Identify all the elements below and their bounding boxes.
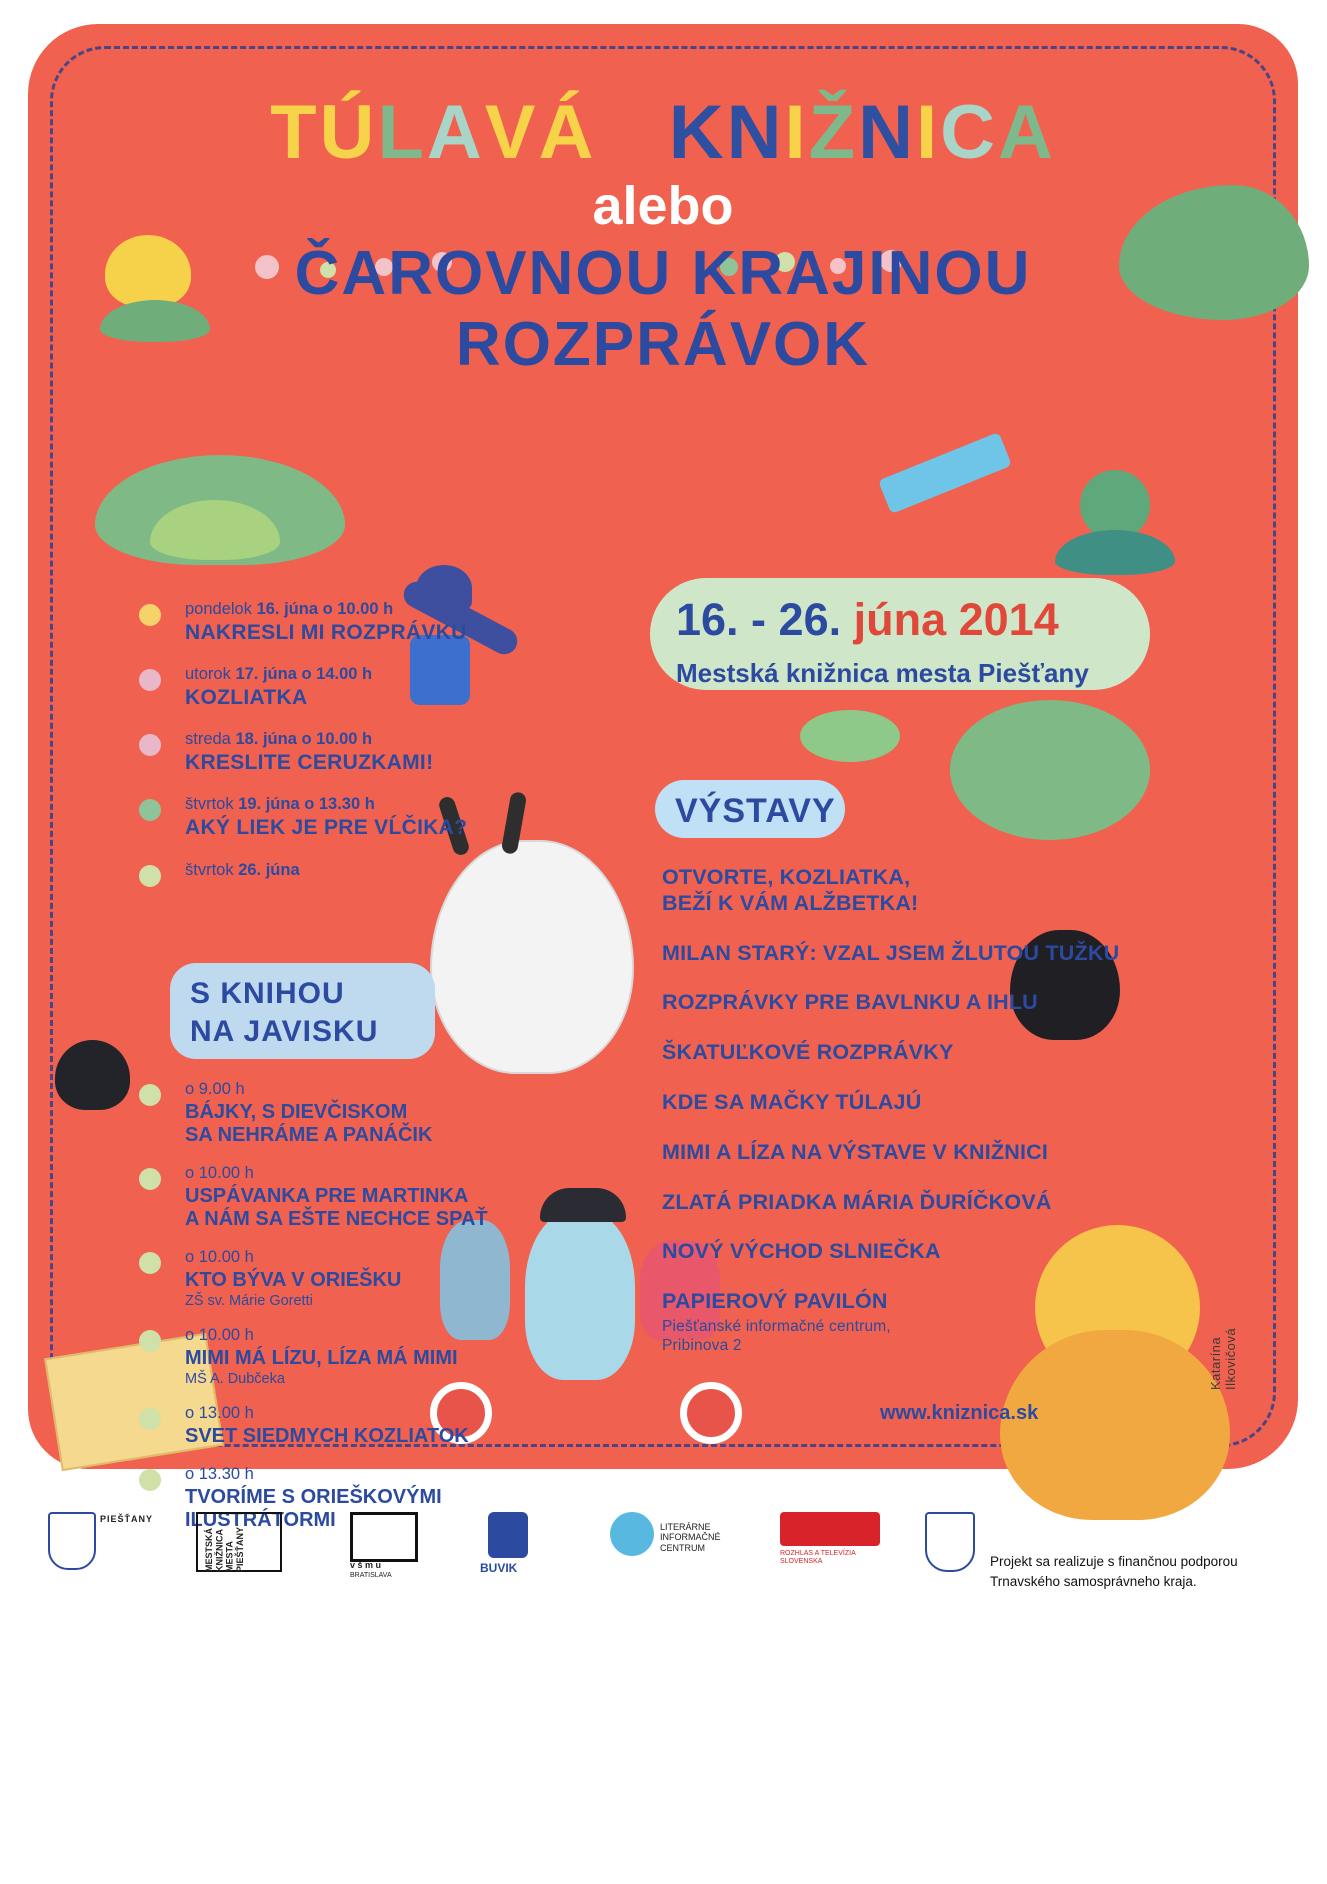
exhibition-item: KDE SA MAČKY TÚLAJÚ bbox=[662, 1089, 922, 1114]
stage-programme-time: o 10.00 h bbox=[185, 1326, 254, 1344]
stage-programme-item bbox=[185, 1248, 615, 1309]
programme-title: NAKRESLI MI ROZPRÁVKU bbox=[185, 621, 467, 644]
stage-line-2: NA JAVISKU bbox=[190, 1014, 379, 1048]
stage-programme-time: o 10.00 h bbox=[185, 1248, 254, 1266]
title-alebo: alebo bbox=[592, 176, 734, 236]
exhibition-item: MILAN STARÝ: VZAL JSEM ŽLUTOU TUŽKU bbox=[662, 940, 1120, 965]
bullet-icon bbox=[139, 1469, 161, 1491]
bullet-icon bbox=[139, 669, 161, 691]
flower-bush-illustration bbox=[950, 700, 1150, 840]
fish-illustration bbox=[800, 710, 900, 762]
poster-title bbox=[28, 90, 1298, 380]
bullet-icon bbox=[139, 1330, 161, 1352]
bullet-icon bbox=[139, 604, 161, 626]
programme-when: štvrtok 26. júna bbox=[185, 860, 300, 879]
logo-vsmu: v š m u BRATISLAVA bbox=[350, 1512, 418, 1562]
stage-programme-sub: MŠ A. Dubčeka bbox=[185, 1371, 285, 1387]
stage-programme-title: BÁJKY, S DIEVČISKOM SA NEHRÁME A PANÁČIK bbox=[185, 1101, 433, 1146]
exhibition-item: ROZPRÁVKY PRE BAVLNKU A IHLU bbox=[662, 990, 1038, 1015]
exhibitions-heading: VÝSTAVY bbox=[675, 792, 836, 830]
date-range: 16. - 26. júna 2014 bbox=[676, 594, 1059, 645]
programme-when: utorok 17. júna o 14.00 h bbox=[185, 665, 373, 684]
stage-programme-list bbox=[185, 1080, 615, 1549]
stage-bubble-text bbox=[190, 975, 378, 1050]
logo-lic: LITERÁRNE INFORMAČNÉ CENTRUM bbox=[610, 1512, 654, 1556]
exhibition-item-sub: Piešťanské informačné centrum, Pribinova 2 bbox=[662, 1317, 891, 1355]
bullet-icon bbox=[139, 1084, 161, 1106]
bullet-icon bbox=[139, 1252, 161, 1274]
stage-programme-item bbox=[185, 1080, 615, 1147]
exhibition-item: MIMI A LÍZA NA VÝSTAVE V KNIŽNICI bbox=[662, 1139, 1049, 1164]
exhibition-item: OTVORTE, KOZLIATKA, BEŽÍ K VÁM ALŽBETKA! bbox=[662, 865, 919, 915]
programme-item bbox=[185, 730, 615, 775]
stage-programme-item bbox=[185, 1404, 615, 1448]
venue-name: Mestská knižnica mesta Piešťany bbox=[676, 658, 1089, 688]
programme-item bbox=[185, 795, 615, 840]
stage-programme-time: o 13.00 h bbox=[185, 1404, 254, 1422]
support-line-1: Projekt sa realizuje s finančnou podporou bbox=[990, 1554, 1238, 1569]
stage-line-1: S KNIHOU bbox=[190, 977, 345, 1010]
programme-list bbox=[185, 600, 615, 900]
bullet-icon bbox=[139, 1168, 161, 1190]
logo-mestska-kniznica: MESTSKÁ KNIŽNICA MESTA PIEŠŤANY bbox=[196, 1512, 282, 1572]
website-link[interactable]: www.kniznica.sk bbox=[880, 1402, 1039, 1424]
programme-title: KRESLITE CERUZKAMI! bbox=[185, 751, 434, 775]
illustrator-credit: Katarína Ilkovičová bbox=[1208, 1327, 1238, 1390]
programme-title: AKÝ LIEK JE PRE VĹČIKA? bbox=[185, 816, 468, 840]
stage-programme-item bbox=[185, 1164, 615, 1231]
programme-when: štvrtok 19. júna o 13.30 h bbox=[185, 795, 375, 814]
stage-programme-item bbox=[185, 1326, 615, 1387]
stage-programme-title: TVORÍME S ORIEŠKOVÝMI ILUSTRÁTORMI bbox=[185, 1486, 442, 1531]
black-bird-illustration bbox=[55, 1040, 130, 1110]
stage-programme-time: o 9.00 h bbox=[185, 1080, 245, 1098]
exhibition-item: PAPIEROVÝ PAVILÓN Piešťanské informačné centrum, Pribinova 2 bbox=[662, 1289, 1182, 1356]
exhibition-item: ZLATÁ PRIADKA MÁRIA ĎURÍČKOVÁ bbox=[662, 1189, 1052, 1214]
bullet-icon bbox=[139, 1408, 161, 1430]
stage-programme-time: o 10.00 h bbox=[185, 1164, 254, 1182]
stage-programme-title: SVET SIEDMYCH KOZLIATOK bbox=[185, 1425, 469, 1447]
programme-when: pondelok 16. júna o 10.00 h bbox=[185, 600, 394, 618]
logo-trnavsky-kraj bbox=[925, 1512, 975, 1572]
support-note bbox=[990, 1552, 1238, 1591]
stage-programme-time: o 13.30 h bbox=[185, 1465, 254, 1483]
exhibitions-list bbox=[662, 865, 1182, 1380]
bullet-icon bbox=[139, 865, 161, 887]
title-line-1: TÚLAVÁ KNIŽNICA bbox=[270, 90, 1056, 175]
stage-programme-sub: ZŠ sv. Márie Goretti bbox=[185, 1293, 313, 1309]
stage-programme-title: MIMI MÁ LÍZU, LÍZA MÁ MIMI bbox=[185, 1347, 458, 1369]
programme-when: streda 18. júna o 10.00 h bbox=[185, 730, 373, 749]
support-line-2: Trnavského samosprávneho kraja. bbox=[990, 1573, 1197, 1589]
stage-programme-title: KTO BÝVA V ORIEŠKU bbox=[185, 1269, 402, 1291]
programme-item bbox=[185, 665, 615, 710]
stage-programme-title: USPÁVANKA PRE MARTINKA A NÁM SA EŠTE NECHCE SPAŤ bbox=[185, 1185, 488, 1230]
title-line-3: ROZPRÁVOK bbox=[455, 310, 871, 380]
exhibition-item: NOVÝ VÝCHOD SLNIEČKA bbox=[662, 1239, 941, 1264]
exhibition-item: ŠKATUĽKOVÉ ROZPRÁVKY bbox=[662, 1040, 954, 1065]
logo-piestany: PIEŠŤANY bbox=[48, 1512, 96, 1570]
programme-item bbox=[185, 600, 615, 645]
programme-item bbox=[185, 861, 615, 880]
logo-buvik: BUVIK bbox=[480, 1512, 528, 1558]
title-line-2: ČAROVNOU KRAJINOU bbox=[294, 239, 1032, 308]
logo-rtvs: ROZHLAS A TELEVÍZIA SLOVENSKA bbox=[780, 1512, 880, 1546]
programme-title: KOZLIATKA bbox=[185, 686, 308, 710]
